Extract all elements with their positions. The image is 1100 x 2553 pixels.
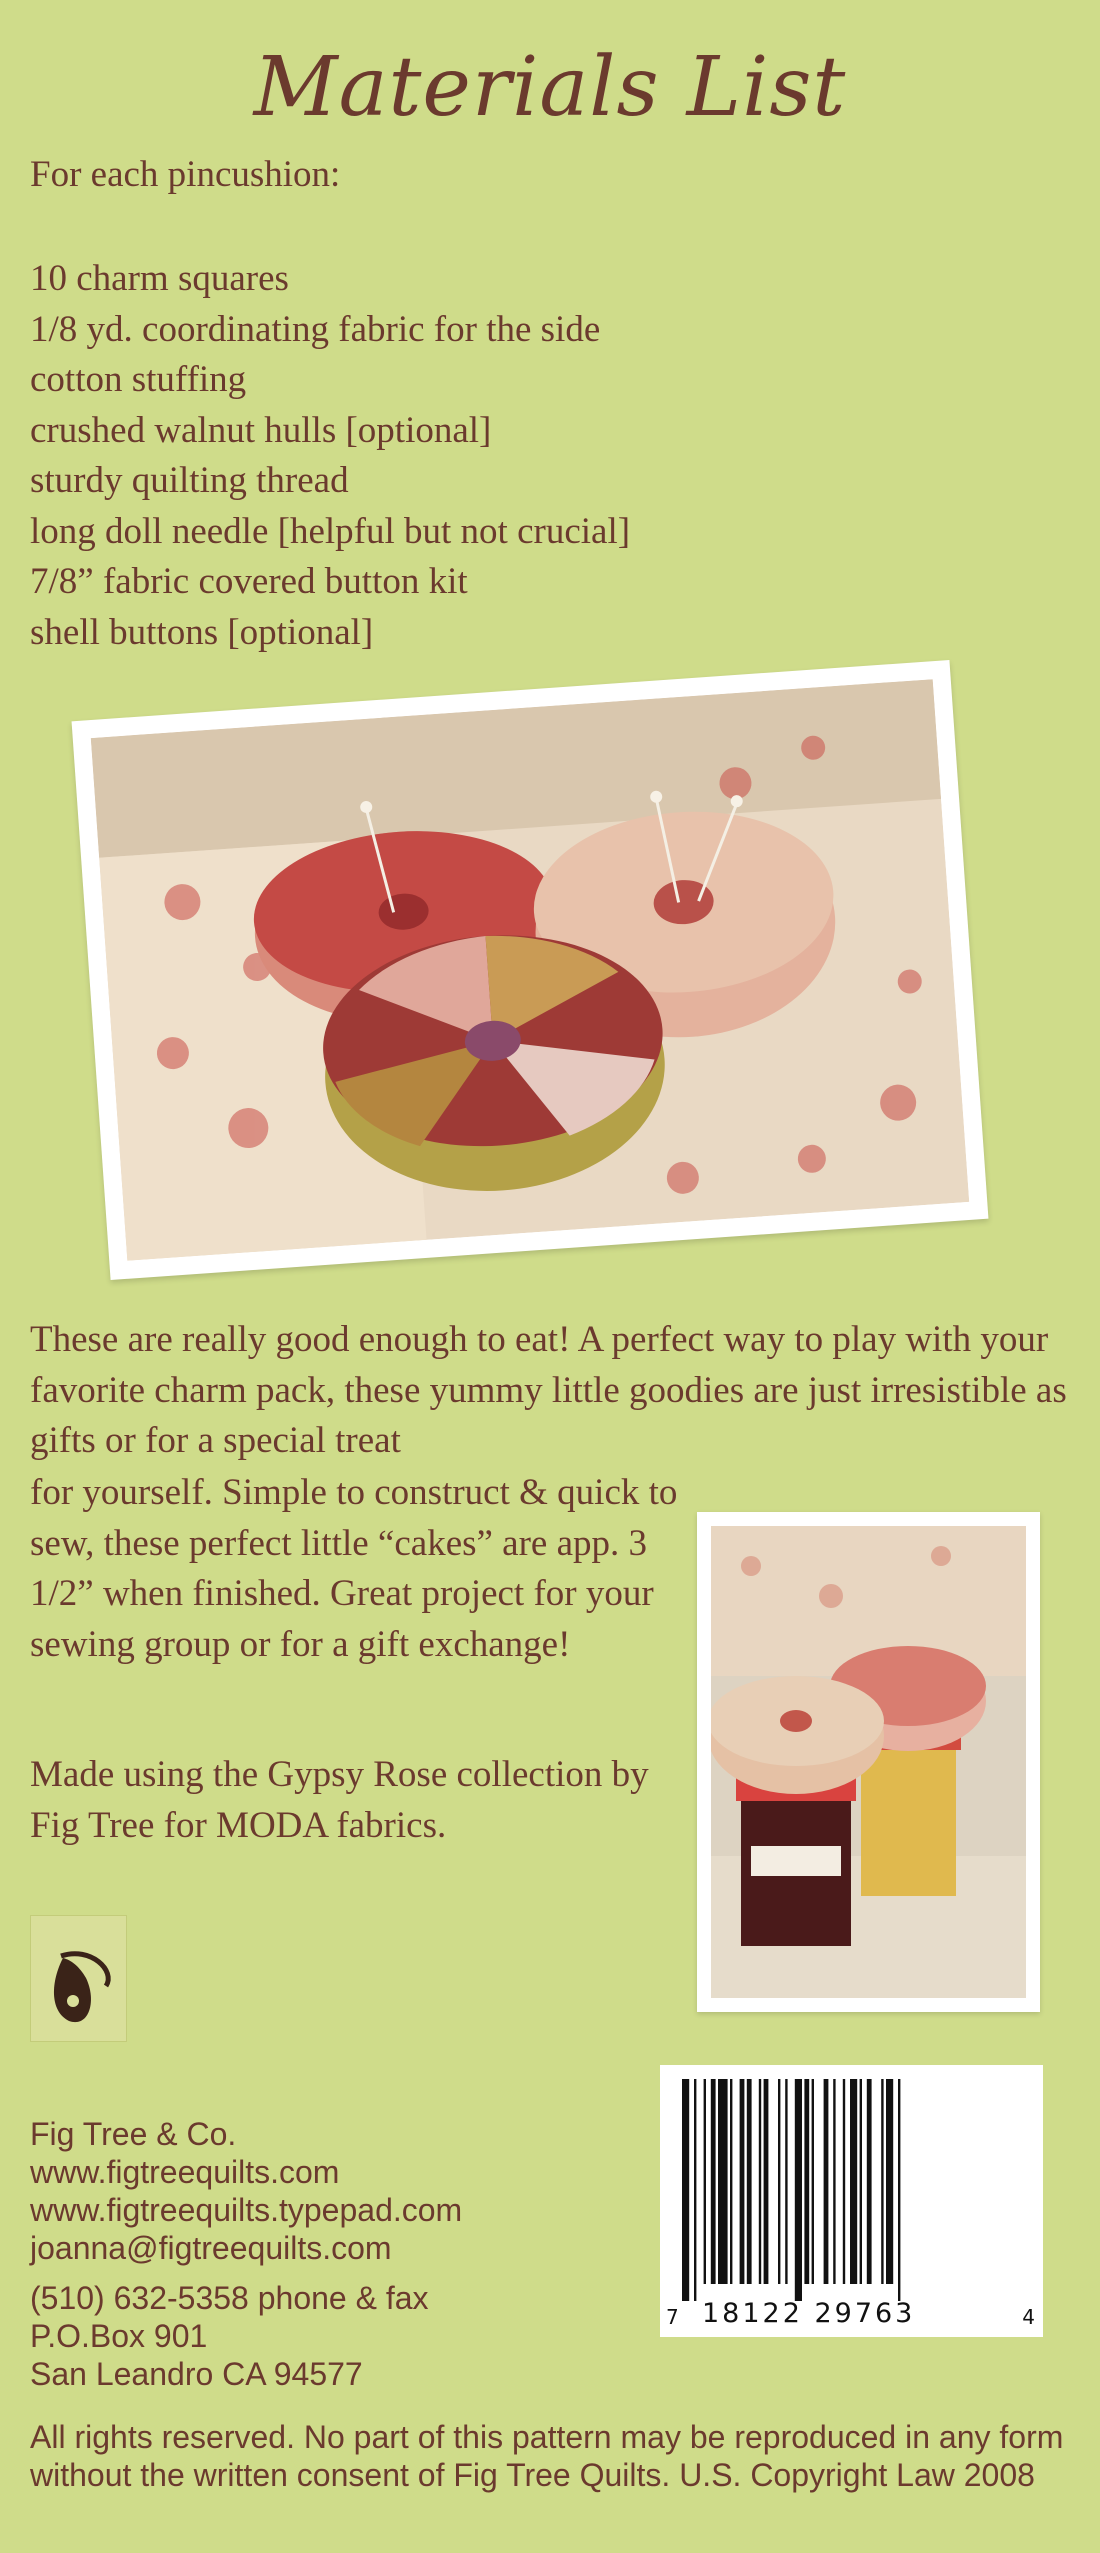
- po-box: P.O.Box 901: [30, 2318, 208, 2354]
- barcode-bar: [778, 2079, 780, 2284]
- phone-number: (510) 632-5358 phone & fax: [30, 2280, 429, 2316]
- material-item: shell buttons [optional]: [30, 611, 374, 653]
- copyright-notice: All rights reserved. No part of this pattern may be reproduced in any form without the written consent of Fig Tree Quilts. U.S. Copyright Law 2008: [30, 2419, 1064, 2493]
- material-item: 7/8” fabric covered button kit: [30, 561, 468, 602]
- company-name: Fig Tree & Co.: [30, 2116, 237, 2152]
- intro-text: For each pincushion:: [30, 154, 341, 195]
- materials-list: [30, 254, 630, 658]
- material-item: long doll needle [helpful but not crucial]: [30, 510, 631, 552]
- barcode-bar: [711, 2079, 716, 2284]
- barcode-bar: [824, 2079, 829, 2284]
- barcode-bar: [886, 2079, 893, 2284]
- barcode-bar: [833, 2079, 835, 2284]
- barcode-bar: [881, 2079, 883, 2284]
- page-title: Materials List: [253, 40, 847, 135]
- material-item: crushed walnut hulls [optional]: [30, 409, 492, 451]
- barcode-bar: [898, 2079, 900, 2301]
- website-link[interactable]: www.figtreequilts.com: [30, 2154, 340, 2190]
- description-rest: for yourself. Simple to construct & quick to sew, these perfect little “cakes” are app. 3 1/2” when finished. Great project for your sewing group or for a gift exchange!: [30, 1472, 678, 1665]
- barcode-bars: [660, 2065, 1043, 2301]
- material-item: cotton stuffing: [30, 359, 247, 400]
- made-using-text: Made using the Gypsy Rose collection by Fig Tree for MODA fabrics.: [30, 1754, 649, 1846]
- material-item: 1/8 yd. coordinating fabric for the side: [30, 308, 601, 350]
- barcode-bar: [867, 2079, 872, 2284]
- barcode-bar: [694, 2079, 696, 2301]
- barcode-bar: [812, 2079, 814, 2284]
- material-item: 10 charm squares: [30, 258, 289, 299]
- barcode-first-digit: 7: [666, 2305, 679, 2329]
- barcode-last-digit: 4: [1022, 2305, 1035, 2329]
- barcode-bar: [795, 2079, 802, 2301]
- jar-pincushion-photo: [697, 1512, 1040, 2012]
- barcode-bar: [747, 2079, 752, 2284]
- barcode-bar: [759, 2079, 761, 2284]
- blog-link[interactable]: www.figtreequilts.typepad.com: [30, 2192, 463, 2228]
- city-address: San Leandro CA 94577: [30, 2356, 363, 2392]
- barcode-bar: [718, 2079, 728, 2284]
- barcode-middle-digits: 18122 29763: [702, 2298, 916, 2329]
- fig-logo: [30, 1915, 127, 2042]
- pincushion-photo-illustration: [91, 679, 969, 1261]
- material-item: sturdy quilting thread: [30, 460, 349, 501]
- barcode-bar: [764, 2079, 769, 2284]
- barcode: [660, 2065, 1043, 2337]
- barcode-bar: [843, 2079, 845, 2284]
- barcode-bar: [704, 2079, 706, 2284]
- jar-pincushion-illustration: [711, 1526, 1026, 1998]
- email-link[interactable]: joanna@figtreequilts.com: [30, 2230, 392, 2266]
- fig-icon: [31, 1916, 126, 2041]
- barcode-bar: [730, 2079, 732, 2284]
- contact-spacer: [30, 2267, 462, 2279]
- contact-block: [30, 2115, 462, 2393]
- description-top: These are really good enough to eat! A perfect way to play with your favorite charm pack, these yummy little goodies are just irresistible as gifts or for a special treat: [30, 1319, 1067, 1461]
- barcode-bar: [804, 2079, 809, 2284]
- barcode-bar: [850, 2079, 857, 2284]
- barcode-bar: [860, 2079, 862, 2284]
- barcode-bar: [682, 2079, 689, 2301]
- barcode-bar: [740, 2079, 745, 2284]
- pincushion-photo: [72, 660, 989, 1280]
- barcode-bar: [785, 2079, 787, 2284]
